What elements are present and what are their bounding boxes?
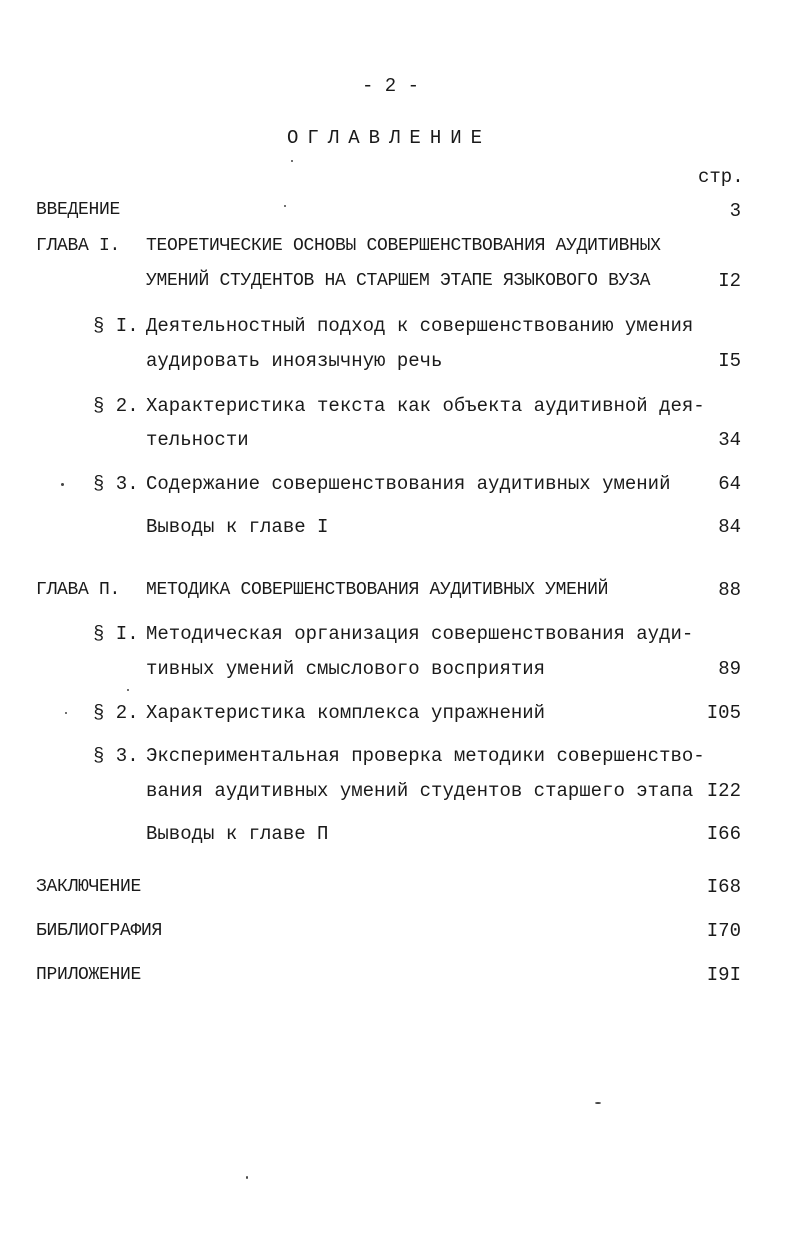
entry-title-line: Характеристика текста как объекта аудитивной дея-: [146, 395, 705, 417]
scan-speck: [291, 160, 293, 162]
page-number: - 2 -: [362, 75, 420, 97]
toc-title: ОГЛАВЛЕНИЕ: [287, 127, 492, 149]
entry-page-number: 88: [718, 579, 741, 601]
entry-prefix: ГЛАВА I.: [36, 236, 121, 256]
entry-page-number: 34: [718, 429, 741, 451]
entry-title-line: ТЕОРЕТИЧЕСКИЕ ОСНОВЫ СОВЕРШЕНСТВОВАНИЯ АУДИТИВНЫХ: [146, 236, 661, 256]
scan-speck: [65, 712, 67, 714]
entry-page-number: I68: [706, 876, 741, 898]
scan-speck: [127, 689, 129, 691]
entry-prefix: § 3.: [93, 473, 139, 495]
entry-page-number: 64: [718, 473, 741, 495]
entry-prefix: § 2.: [93, 702, 139, 724]
entry-title-line: ВВЕДЕНИЕ: [36, 200, 121, 220]
entry-prefix: § I.: [93, 623, 139, 645]
entry-title-line: Выводы к главе П: [146, 823, 329, 845]
entry-prefix: § 2.: [93, 395, 139, 417]
scan-speck: [284, 205, 286, 207]
scan-speck: [246, 1176, 248, 1179]
entry-page-number: 89: [718, 658, 741, 680]
entry-page-number: I22: [706, 780, 741, 802]
page-column-label: стр.: [698, 166, 744, 188]
entry-page-number: 3: [729, 200, 741, 222]
entry-title-line: УМЕНИЙ СТУДЕНТОВ НА СТАРШЕМ ЭТАПЕ ЯЗЫКОВОГО ВУЗА: [146, 271, 651, 291]
entry-prefix: § I.: [93, 315, 139, 337]
entry-title-line: БИБЛИОГРАФИЯ: [36, 921, 163, 941]
entry-page-number: 84: [718, 516, 741, 538]
entry-title-line: МЕТОДИКА СОВЕРШЕНСТВОВАНИЯ АУДИТИВНЫХ УМЕНИЙ: [146, 580, 609, 600]
entry-title-line: тельности: [146, 429, 249, 451]
scan-speck: [595, 1102, 601, 1104]
entry-title-line: аудировать иноязычную речь: [146, 350, 443, 372]
entry-title-line: ПРИЛОЖЕНИЕ: [36, 965, 142, 985]
entry-title-line: Содержание совершенствования аудитивных умений: [146, 473, 671, 495]
entry-title-line: Деятельностный подход к совершенствованию умения: [146, 315, 694, 337]
entry-title-line: Экспериментальная проверка методики совершенство-: [146, 745, 705, 767]
entry-prefix: § 3.: [93, 745, 139, 767]
entry-page-number: I66: [706, 823, 741, 845]
entry-page-number: I2: [718, 270, 741, 292]
entry-title-line: ЗАКЛЮЧЕНИЕ: [36, 877, 142, 897]
entry-page-number: I5: [718, 350, 741, 372]
scan-speck: [61, 483, 64, 486]
entry-prefix: ГЛАВА П.: [36, 580, 121, 600]
entry-title-line: тивных умений смыслового восприятия: [146, 658, 546, 680]
entry-page-number: I05: [706, 702, 741, 724]
entry-title-line: Выводы к главе I: [146, 516, 329, 538]
entry-title-line: Характеристика комплекса упражнений: [146, 702, 546, 724]
entry-page-number: I70: [706, 920, 741, 942]
entry-page-number: I9I: [706, 964, 741, 986]
entry-title-line: вания аудитивных умений студентов старшего этапа: [146, 780, 694, 802]
entry-title-line: Методическая организация совершенствования ауди-: [146, 623, 694, 645]
